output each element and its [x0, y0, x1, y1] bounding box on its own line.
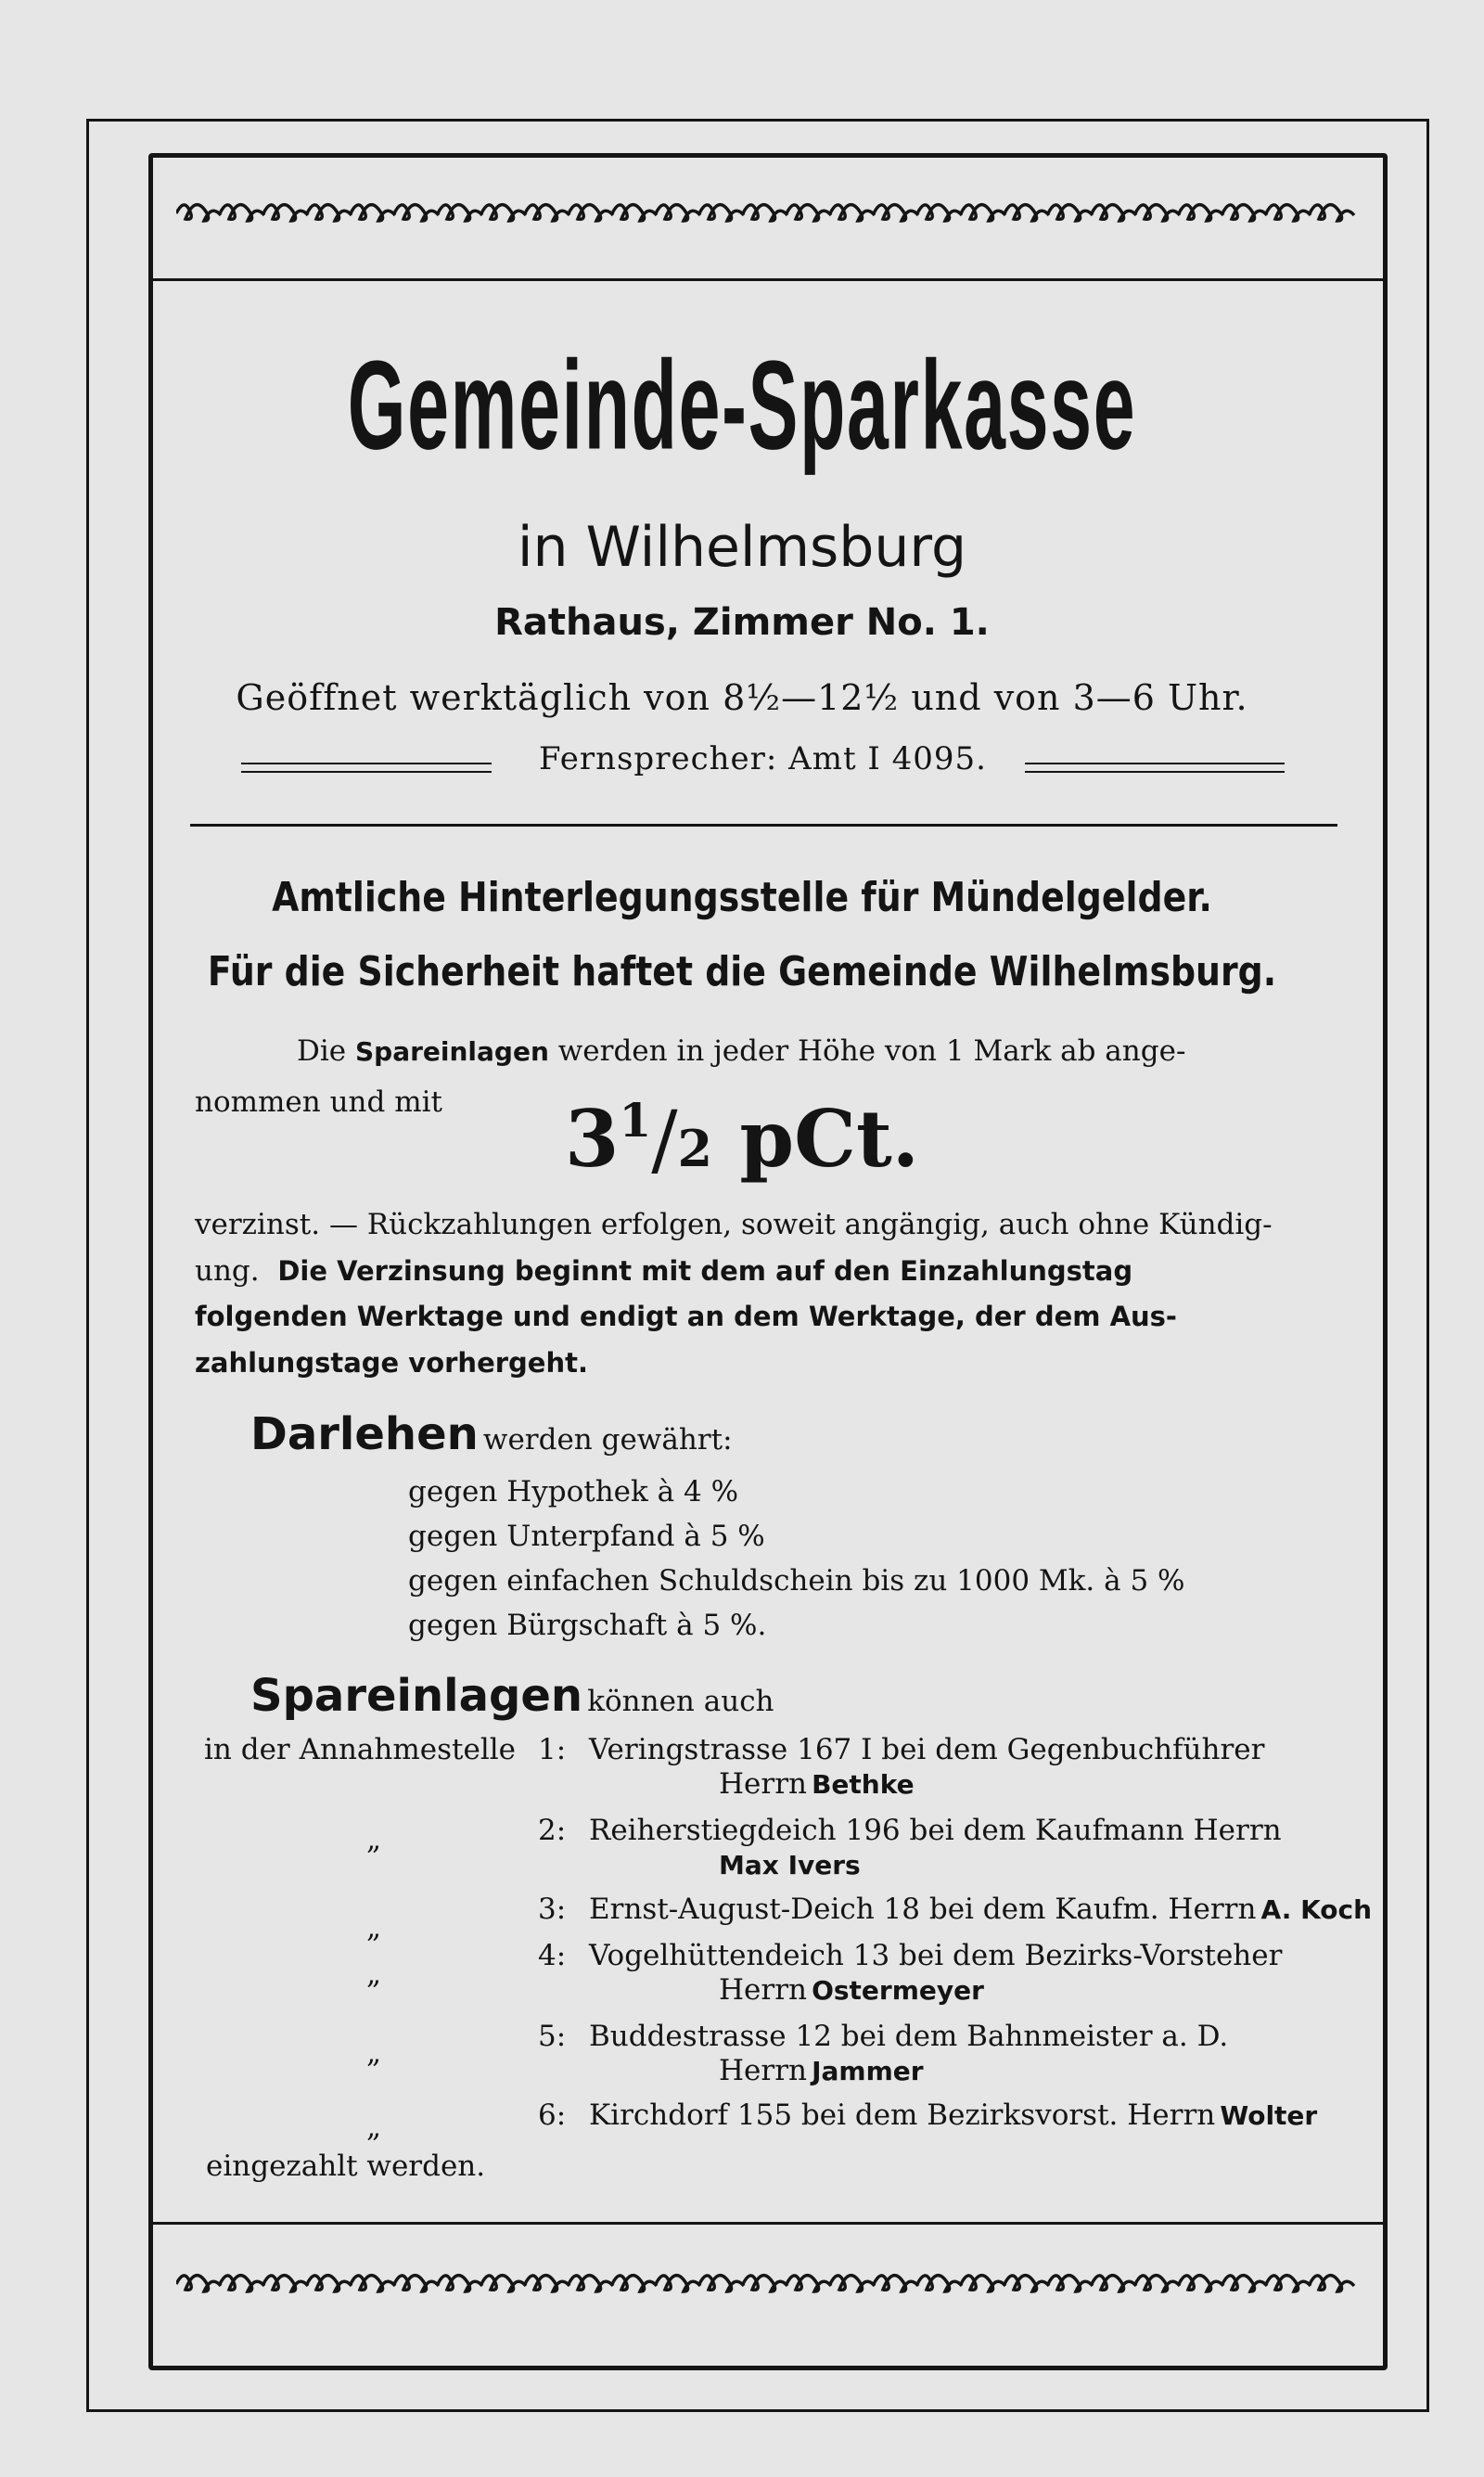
deposits-lead: in der Annahmestelle — [204, 1733, 516, 1766]
rate-unit: pCt. — [739, 1093, 920, 1185]
station-number: 1: — [538, 1733, 567, 1766]
footer-divider — [148, 2222, 1388, 2225]
deposits-heading-row — [250, 1670, 774, 1722]
station-number: 5: — [538, 2020, 567, 2053]
loans-heading: Darlehen — [250, 1408, 479, 1460]
loan-item: gegen Unterpfand à 5 % — [408, 1520, 765, 1553]
station-contact-name: A. Koch — [1260, 1894, 1373, 1925]
station-contact-prefix: Herrn — [719, 1767, 807, 1801]
station-contact-prefix: Herrn — [719, 1973, 807, 2007]
ditto-mark: „ — [366, 2036, 382, 2070]
loan-item: gegen Hypothek à 4 % — [408, 1475, 739, 1508]
station-address: Veringstrasse 167 I bei dem Gegenbuchführer — [589, 1733, 1265, 1766]
section-divider — [190, 824, 1337, 827]
station-address: Ernst-August-Deich 18 bei dem Kaufm. Herrn — [589, 1893, 1257, 1926]
closing-text: eingezahlt werden. — [206, 2150, 486, 2183]
phone-row — [241, 740, 1285, 787]
page-title: Gemeinde-Sparkasse — [347, 335, 1137, 477]
double-rule-right — [1025, 763, 1285, 773]
station-line — [589, 2098, 1317, 2132]
station-contact — [719, 1973, 984, 2007]
station-contact-name: Max Ivers — [719, 1850, 861, 1880]
terms-2-bold: Die Verzinsung beginnt mit dem auf den Einzahlungstag — [277, 1255, 1133, 1287]
station-address: Vogelhüttendeich 13 bei dem Bezirks-Vorsteher — [589, 1939, 1283, 1972]
terms-2-plain: ung. — [195, 1254, 260, 1288]
station-contact — [719, 1848, 861, 1881]
rate-whole: 3 — [564, 1093, 620, 1185]
intro-rest: werden in jeder Höhe von 1 Mark ab ange- — [557, 1034, 1186, 1068]
station-contact-name: Bethke — [812, 1769, 915, 1800]
loan-item: gegen einfachen Schuldschein bis zu 1000 Mk. à 5 % — [408, 1564, 1185, 1598]
savings-terms-1: verzinst. — Rückzahlungen erfolgen, soweit angängig, auch ohne Kündig- — [195, 1208, 1273, 1241]
station-contact-name: Wolter — [1220, 2100, 1318, 2131]
ditto-mark: „ — [366, 1911, 382, 1944]
deposits-heading-rest: können auch — [587, 1685, 774, 1718]
opening-hours: Geöffnet werktäglich von 8½—12½ und von 3—6 Uhr. — [236, 677, 1248, 718]
loans-heading-rest: werden gewährt: — [482, 1423, 733, 1457]
intro-prefix: Die — [297, 1034, 347, 1068]
station-address: Kirchdorf 155 bei dem Bezirksvorst. Herrn — [589, 2098, 1216, 2132]
rate-denominator: 2 — [677, 1119, 713, 1178]
savings-terms-4: zahlungstage vorhergeht. — [195, 1347, 588, 1379]
phone-number: Fernsprecher: Amt I 4095. — [538, 740, 987, 777]
station-contact-name: Jammer — [812, 2056, 924, 2086]
ditto-mark: „ — [366, 1957, 382, 1991]
station-number: 2: — [538, 1814, 567, 1847]
station-contact — [719, 1767, 915, 1801]
subtitle: in Wilhelmsburg — [517, 515, 967, 580]
station-contact-name: Ostermeyer — [812, 1975, 984, 2006]
loan-item: gegen Bürgschaft à 5 %. — [408, 1609, 767, 1642]
rate-slash: / — [651, 1094, 678, 1185]
notice-line-1: Amtliche Hinterlegungsstelle für Mündelgelder. — [272, 874, 1212, 921]
savings-intro-line2: nommen und mit — [195, 1085, 442, 1119]
address: Rathaus, Zimmer No. 1. — [494, 601, 990, 644]
savings-terms-3: folgenden Werktage und endigt an dem Werktage, der dem Aus- — [195, 1301, 1177, 1332]
loans-heading-row — [250, 1408, 733, 1460]
savings-intro — [297, 1034, 1185, 1068]
intro-bold: Spareinlagen — [354, 1036, 549, 1067]
ornament-frieze-bottom — [176, 2256, 1363, 2301]
ditto-mark: „ — [366, 2111, 382, 2144]
station-number: 6: — [538, 2098, 567, 2132]
savings-terms-2 — [195, 1254, 1132, 1288]
ditto-mark: „ — [366, 1823, 382, 1856]
station-number: 4: — [538, 1939, 567, 1972]
header-divider — [148, 278, 1388, 281]
interest-rate — [0, 1093, 1484, 1185]
station-line — [589, 1893, 1372, 1926]
station-address: Reiherstiegdeich 196 bei dem Kaufmann Herrn — [589, 1814, 1282, 1847]
notice-line-2: Für die Sicherheit haftet die Gemeinde Wilhelmsburg. — [207, 948, 1277, 995]
station-contact — [719, 2054, 924, 2087]
station-number: 3: — [538, 1893, 567, 1926]
rate-numerator: 1 — [619, 1093, 652, 1148]
ornament-frieze-top — [176, 186, 1363, 230]
deposits-heading: Spareinlagen — [250, 1670, 583, 1722]
station-address: Buddestrasse 12 bei dem Bahnmeister a. D. — [589, 2020, 1229, 2053]
station-contact-prefix: Herrn — [719, 2054, 807, 2087]
